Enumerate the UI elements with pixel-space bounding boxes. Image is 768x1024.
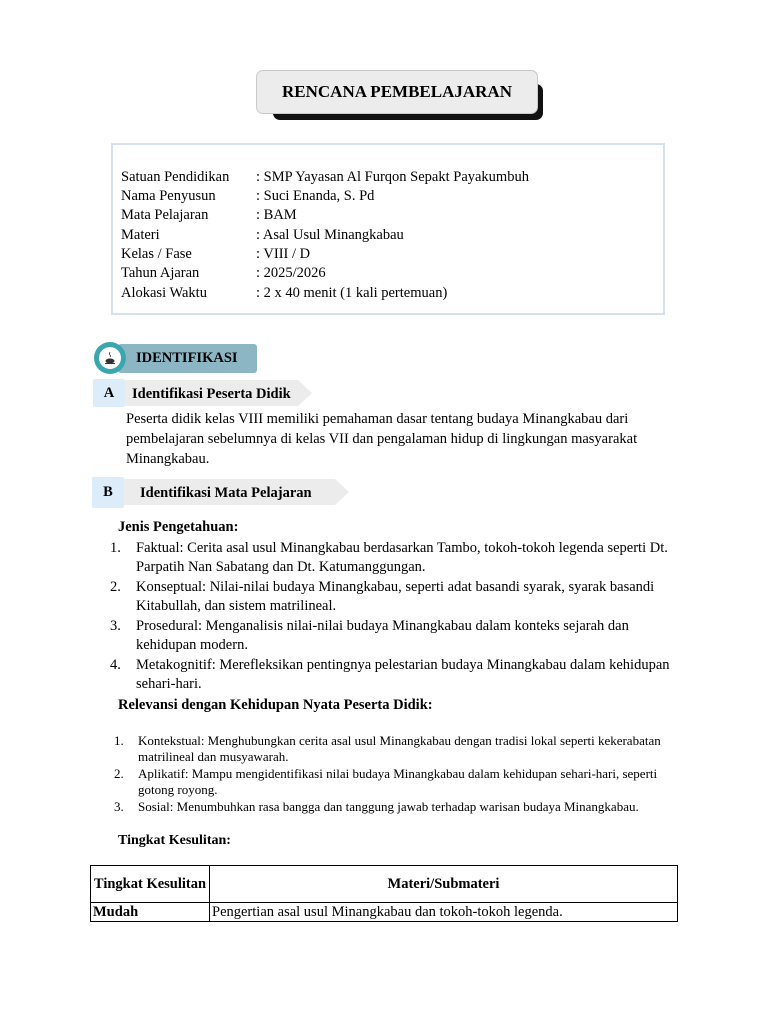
- coffee-cup-icon: [99, 347, 121, 369]
- info-value: : BAM: [256, 207, 297, 223]
- list-text: Sosial: Menumbuhkan rasa bangga dan tanggung jawab terhadap warisan budaya Minangkabau.: [138, 799, 639, 814]
- list-item: [110, 578, 680, 616]
- section-identifikasi: [118, 344, 257, 373]
- list-text: Kontekstual: Menghubungkan cerita asal usul Minangkabau dengan tradisi lokal seperti kekerabatan matrilineal dan musyawarah.: [138, 733, 661, 764]
- info-row: [121, 206, 297, 225]
- peserta-didik-description: Peserta didik kelas VIII memiliki pemahaman dasar tentang budaya Minangkabau dari pembelajaran sebelumnya di kelas VII dan pengalaman hidup di lingkungan masyarakat Minangkabau.: [126, 411, 638, 467]
- info-row: [121, 168, 529, 187]
- list-text: Faktual: Cerita asal usul Minangkabau berdasarkan Tambo, tokoh-tokoh legenda seperti Dt. Parpatih Nan Sabatang dan Dt. Katumanggungan.: [136, 540, 668, 575]
- jenis-pengetahuan-heading: Jenis Pengetahuan:: [118, 519, 239, 535]
- info-value: : Suci Enanda, S. Pd: [256, 188, 375, 204]
- page-title: RENCANA PEMBELAJARAN: [256, 70, 538, 114]
- table-header-cell: Tingkat Kesulitan: [91, 866, 210, 903]
- info-value: : 2025/2026: [256, 265, 326, 281]
- subsection-b-badge: B: [92, 477, 124, 508]
- subsection-b-title: Identifikasi Mata Pelajaran: [140, 485, 312, 501]
- info-row: [121, 264, 326, 283]
- jenis-pengetahuan-list: [110, 539, 680, 695]
- list-item: [112, 733, 672, 765]
- info-label: Nama Penyusun: [121, 188, 216, 204]
- list-text: Aplikatif: Mampu mengidentifikasi nilai budaya Minangkabau dalam kehidupan sehari-hari, seperti gotong royong.: [138, 766, 658, 797]
- table-cell: Pengertian asal usul Minangkabau dan tokoh-tokoh legenda.: [210, 903, 678, 922]
- relevansi-list: [112, 733, 672, 816]
- tingkat-kesulitan-table: [90, 865, 678, 922]
- list-item: [110, 617, 680, 655]
- list-item: [112, 799, 672, 815]
- table-cell: Mudah: [91, 903, 210, 922]
- section-title: IDENTIFIKASI: [136, 350, 238, 366]
- info-row: [121, 226, 404, 245]
- info-label: Materi: [121, 227, 160, 243]
- subsection-a-title: Identifikasi Peserta Didik: [132, 386, 291, 402]
- info-label: Alokasi Waktu: [121, 285, 207, 301]
- table-header-cell: Materi/Submateri: [210, 866, 678, 903]
- info-label: Kelas / Fase: [121, 246, 192, 262]
- tingkat-kesulitan-heading: Tingkat Kesulitan:: [118, 833, 231, 848]
- list-text: Prosedural: Menganalisis nilai-nilai budaya Minangkabau dalam konteks sejarah dan kehidupan modern.: [136, 618, 629, 653]
- list-item: [110, 539, 680, 577]
- info-row: [121, 245, 310, 264]
- info-label: Satuan Pendidikan: [121, 169, 230, 185]
- subsection-a-badge: A: [93, 379, 125, 407]
- table-row: [91, 903, 678, 922]
- list-text: Konseptual: Nilai-nilai budaya Minangkabau, seperti adat basandi syarak, syarak basandi Kitabullah, dan sistem matrilineal.: [136, 579, 655, 614]
- list-number: 3.: [114, 799, 124, 814]
- list-number: 1.: [114, 733, 124, 748]
- list-text: Metakognitif: Merefleksikan pentingnya pelestarian budaya Minangkabau dalam kehidupan sehari-hari.: [136, 657, 670, 692]
- info-label: Mata Pelajaran: [121, 207, 209, 223]
- info-value: : 2 x 40 menit (1 kali pertemuan): [256, 285, 448, 301]
- list-item: [110, 656, 680, 694]
- list-item: [112, 766, 672, 798]
- info-row: [121, 284, 447, 303]
- info-value: : SMP Yayasan Al Furqon Sepakt Payakumbuh: [256, 169, 529, 185]
- list-number: 3.: [110, 618, 121, 634]
- table-header-row: [91, 866, 678, 903]
- list-number: 4.: [110, 657, 121, 673]
- list-number: 2.: [114, 766, 124, 781]
- list-number: 2.: [110, 579, 121, 595]
- info-value: : VIII / D: [256, 246, 311, 262]
- info-row: [121, 187, 374, 206]
- list-number: 1.: [110, 540, 121, 556]
- relevansi-heading: Relevansi dengan Kehidupan Nyata Peserta Didik:: [118, 697, 433, 713]
- info-value: : Asal Usul Minangkabau: [256, 227, 404, 243]
- info-label: Tahun Ajaran: [121, 265, 200, 281]
